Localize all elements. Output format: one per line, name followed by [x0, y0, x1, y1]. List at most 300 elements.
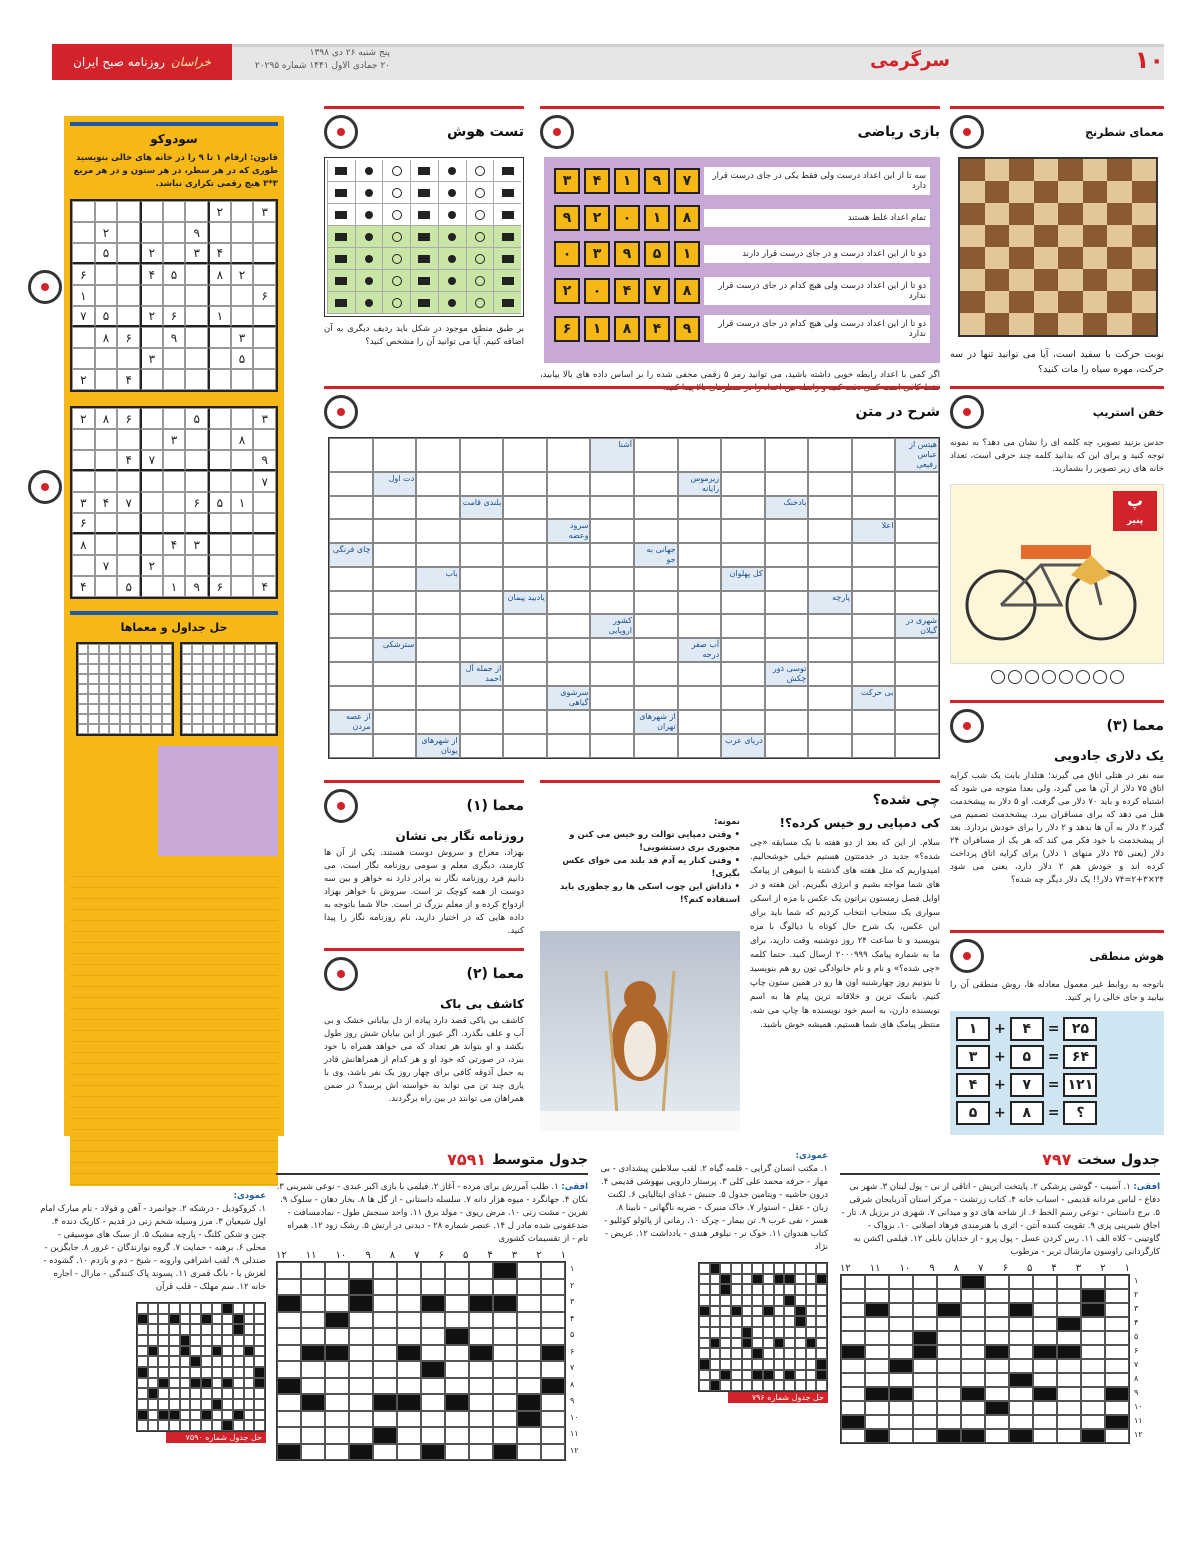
crossword-cell[interactable]: [731, 1295, 742, 1306]
crossword-cell[interactable]: [233, 1356, 244, 1367]
crossword-cell[interactable]: [816, 1348, 827, 1359]
crossword-cell[interactable]: [541, 1444, 565, 1461]
answer-cell[interactable]: [808, 496, 852, 519]
crossword-cell[interactable]: [137, 1378, 148, 1389]
crossword-cell[interactable]: [1105, 1289, 1129, 1303]
crossword-cell[interactable]: [1033, 1415, 1057, 1429]
crossword-cell[interactable]: [699, 1295, 710, 1306]
crossword-cell[interactable]: [1081, 1331, 1105, 1345]
crossword-cell[interactable]: [397, 1279, 421, 1296]
crossword-cell[interactable]: [816, 1306, 827, 1317]
answer-box[interactable]: [1042, 670, 1056, 684]
crossword-cell[interactable]: [699, 1380, 710, 1391]
crossword-cell[interactable]: [763, 1263, 774, 1274]
crossword-cell[interactable]: [469, 1444, 493, 1461]
sudoku-empty[interactable]: [117, 555, 140, 576]
answer-box[interactable]: [1093, 670, 1107, 684]
sudoku-empty[interactable]: [253, 306, 276, 327]
crossword-cell[interactable]: [190, 1335, 201, 1346]
answer-cell[interactable]: [590, 662, 634, 686]
sudoku-empty[interactable]: [185, 327, 208, 348]
crossword-cell[interactable]: [841, 1275, 865, 1289]
crossword-cell[interactable]: [784, 1359, 795, 1370]
sudoku-empty[interactable]: [253, 264, 276, 285]
answer-cell[interactable]: [547, 472, 591, 496]
crossword-cell[interactable]: [158, 1356, 169, 1367]
crossword-cell[interactable]: [985, 1415, 1009, 1429]
crossword-cell[interactable]: [212, 1420, 223, 1431]
answer-cell[interactable]: [852, 710, 896, 734]
crossword-cell[interactable]: [774, 1306, 785, 1317]
crossword-cell[interactable]: [201, 1356, 212, 1367]
answer-cell[interactable]: [678, 591, 722, 614]
sudoku-empty[interactable]: [208, 534, 231, 555]
crossword-cell[interactable]: [889, 1303, 913, 1317]
crossword-cell[interactable]: [148, 1399, 159, 1410]
answer-cell[interactable]: [590, 686, 634, 710]
sudoku-empty[interactable]: [208, 408, 231, 429]
crossword-cell[interactable]: [763, 1348, 774, 1359]
sudoku-empty[interactable]: [185, 306, 208, 327]
crossword-cell[interactable]: [445, 1411, 469, 1428]
crossword-cell[interactable]: [169, 1378, 180, 1389]
answer-cell[interactable]: [808, 662, 852, 686]
answer-cell[interactable]: [721, 614, 765, 638]
crossword-cell[interactable]: [349, 1328, 373, 1345]
crossword-cell[interactable]: [397, 1295, 421, 1312]
sudoku-empty[interactable]: [95, 201, 118, 222]
crossword-cell[interactable]: [212, 1356, 223, 1367]
answer-cell[interactable]: [373, 567, 417, 590]
sudoku-empty[interactable]: [72, 450, 95, 471]
crossword-cell[interactable]: [244, 1367, 255, 1378]
answer-cell[interactable]: [547, 591, 591, 614]
answer-cell[interactable]: [329, 472, 373, 496]
sudoku-empty[interactable]: [185, 513, 208, 534]
crossword-cell[interactable]: [1081, 1415, 1105, 1429]
answer-cell[interactable]: [808, 543, 852, 567]
sudoku-empty[interactable]: [72, 201, 95, 222]
answer-cell[interactable]: [765, 543, 809, 567]
crossword-cell[interactable]: [913, 1303, 937, 1317]
answer-cell[interactable]: [852, 638, 896, 662]
answer-cell[interactable]: [503, 543, 547, 567]
sudoku-empty[interactable]: [140, 513, 163, 534]
crossword-cell[interactable]: [180, 1356, 191, 1367]
crossword-cell[interactable]: [469, 1411, 493, 1428]
crossword-cell[interactable]: [841, 1373, 865, 1387]
answer-cell[interactable]: [460, 543, 504, 567]
answer-cell[interactable]: [547, 638, 591, 662]
sudoku-empty[interactable]: [231, 576, 254, 597]
answer-cell[interactable]: [590, 472, 634, 496]
crossword-cell[interactable]: [233, 1346, 244, 1357]
crossword-cell[interactable]: [301, 1444, 325, 1461]
crossword-cell[interactable]: [222, 1356, 233, 1367]
crossword-cell[interactable]: [469, 1361, 493, 1378]
crossword-cell[interactable]: [752, 1359, 763, 1370]
crossword-cell[interactable]: [985, 1387, 1009, 1401]
crossword-cell[interactable]: [493, 1312, 517, 1329]
crossword-cell[interactable]: [742, 1295, 753, 1306]
crossword-cell[interactable]: [1009, 1289, 1033, 1303]
crossword-cell[interactable]: [1057, 1373, 1081, 1387]
answer-cell[interactable]: [547, 496, 591, 519]
answer-cell[interactable]: [721, 591, 765, 614]
crossword-cell[interactable]: [720, 1359, 731, 1370]
crossword-cell[interactable]: [180, 1420, 191, 1431]
crossword-cell[interactable]: [1033, 1401, 1057, 1415]
crossword-cell[interactable]: [469, 1279, 493, 1296]
answer-cell[interactable]: [895, 710, 939, 734]
crossword-cell[interactable]: [752, 1306, 763, 1317]
sudoku-empty[interactable]: [253, 243, 276, 264]
answer-cell[interactable]: [678, 543, 722, 567]
crossword-cell[interactable]: [493, 1427, 517, 1444]
crossword-cell[interactable]: [1009, 1415, 1033, 1429]
crossword-cell[interactable]: [1105, 1331, 1129, 1345]
crossword-cell[interactable]: [169, 1335, 180, 1346]
crossword-cell[interactable]: [937, 1275, 961, 1289]
crossword-cell[interactable]: [841, 1387, 865, 1401]
crossword-cell[interactable]: [277, 1279, 301, 1296]
crossword-cell[interactable]: [774, 1380, 785, 1391]
answer-cell[interactable]: [503, 662, 547, 686]
answer-cell[interactable]: [373, 734, 417, 758]
crossword-cell[interactable]: [201, 1303, 212, 1314]
crossword-cell[interactable]: [841, 1317, 865, 1331]
crossword-cell[interactable]: [731, 1359, 742, 1370]
crossword-cell[interactable]: [244, 1356, 255, 1367]
crossword-cell[interactable]: [254, 1303, 265, 1314]
crossword-cell[interactable]: [148, 1303, 159, 1314]
crossword-cell[interactable]: [1009, 1275, 1033, 1289]
crossword-cell[interactable]: [961, 1415, 985, 1429]
crossword-cell[interactable]: [961, 1331, 985, 1345]
crossword-cell[interactable]: [148, 1324, 159, 1335]
crossword-cell[interactable]: [445, 1312, 469, 1329]
crossword-cell[interactable]: [752, 1380, 763, 1391]
answer-cell[interactable]: [373, 591, 417, 614]
sudoku-empty[interactable]: [72, 348, 95, 369]
crossword-cell[interactable]: [190, 1314, 201, 1325]
answer-cell[interactable]: [634, 438, 678, 472]
crossword-cell[interactable]: [325, 1262, 349, 1279]
crossword-cell[interactable]: [421, 1411, 445, 1428]
crossword-cell[interactable]: [517, 1328, 541, 1345]
sudoku-empty[interactable]: [72, 222, 95, 243]
answer-cell[interactable]: [373, 438, 417, 472]
crossword-cell[interactable]: [774, 1370, 785, 1381]
crossword-cell[interactable]: [841, 1401, 865, 1415]
crossword-cell[interactable]: [816, 1316, 827, 1327]
crossword-cell[interactable]: [373, 1328, 397, 1345]
sudoku-empty[interactable]: [231, 471, 254, 492]
crossword-cell[interactable]: [1105, 1429, 1129, 1443]
answer-cell[interactable]: [808, 686, 852, 710]
answer-cell[interactable]: [634, 686, 678, 710]
sudoku-empty[interactable]: [140, 492, 163, 513]
crossword-cell[interactable]: [201, 1399, 212, 1410]
answer-cell[interactable]: [547, 438, 591, 472]
crossword-cell[interactable]: [445, 1295, 469, 1312]
crossword-cell[interactable]: [1105, 1359, 1129, 1373]
answer-cell[interactable]: [808, 567, 852, 590]
crossword-cell[interactable]: [865, 1401, 889, 1415]
crossword-cell[interactable]: [752, 1263, 763, 1274]
crossword-cell[interactable]: [699, 1327, 710, 1338]
crossword-cell[interactable]: [763, 1359, 774, 1370]
crossword-cell[interactable]: [865, 1415, 889, 1429]
crossword-cell[interactable]: [1105, 1373, 1129, 1387]
answer-cell[interactable]: [503, 567, 547, 590]
sudoku-empty[interactable]: [253, 429, 276, 450]
sudoku-empty[interactable]: [117, 222, 140, 243]
answer-box[interactable]: [1008, 670, 1022, 684]
answer-cell[interactable]: [895, 686, 939, 710]
crossword-cell[interactable]: [517, 1444, 541, 1461]
answer-cell[interactable]: [634, 591, 678, 614]
crossword-cell[interactable]: [158, 1399, 169, 1410]
answer-cell[interactable]: [503, 519, 547, 543]
crossword-cell[interactable]: [1009, 1331, 1033, 1345]
crossword-cell[interactable]: [301, 1361, 325, 1378]
sudoku-empty[interactable]: [163, 243, 186, 264]
crossword-cell[interactable]: [190, 1346, 201, 1357]
sudoku-empty[interactable]: [208, 429, 231, 450]
crossword-cell[interactable]: [763, 1380, 774, 1391]
crossword-cell[interactable]: [212, 1378, 223, 1389]
crossword-cell[interactable]: [806, 1274, 817, 1285]
answer-cell[interactable]: [765, 734, 809, 758]
sudoku-empty[interactable]: [95, 264, 118, 285]
crossword-cell[interactable]: [517, 1361, 541, 1378]
crossword-cell[interactable]: [212, 1335, 223, 1346]
crossword-cell[interactable]: [244, 1303, 255, 1314]
answer-cell[interactable]: [590, 734, 634, 758]
crossword-cell[interactable]: [1057, 1359, 1081, 1373]
crossword-cell[interactable]: [763, 1316, 774, 1327]
crossword-cell[interactable]: [961, 1401, 985, 1415]
crossword-cell[interactable]: [731, 1338, 742, 1349]
sudoku-empty[interactable]: [208, 513, 231, 534]
answer-cell[interactable]: [503, 734, 547, 758]
sudoku-empty[interactable]: [231, 408, 254, 429]
crossword-cell[interactable]: [937, 1317, 961, 1331]
crossword-cell[interactable]: [169, 1367, 180, 1378]
answer-cell[interactable]: [678, 710, 722, 734]
crossword-cell[interactable]: [752, 1316, 763, 1327]
crossword-cell[interactable]: [731, 1327, 742, 1338]
crossword-cell[interactable]: [806, 1263, 817, 1274]
crossword-cell[interactable]: [795, 1338, 806, 1349]
crossword-cell[interactable]: [841, 1429, 865, 1443]
crossword-cell[interactable]: [397, 1378, 421, 1395]
crossword-cell[interactable]: [517, 1279, 541, 1296]
sudoku-empty[interactable]: [95, 429, 118, 450]
crossword-cell[interactable]: [493, 1279, 517, 1296]
sudoku-empty[interactable]: [117, 264, 140, 285]
crossword-cell[interactable]: [180, 1324, 191, 1335]
crossword-cell[interactable]: [742, 1263, 753, 1274]
crossword-cell[interactable]: [148, 1410, 159, 1421]
crossword-cell[interactable]: [301, 1312, 325, 1329]
crossword-cell[interactable]: [445, 1378, 469, 1395]
answer-cell[interactable]: [808, 710, 852, 734]
crossword-cell[interactable]: [212, 1388, 223, 1399]
answer-cell[interactable]: [460, 472, 504, 496]
sudoku-empty[interactable]: [72, 327, 95, 348]
crossword-cell[interactable]: [493, 1378, 517, 1395]
crossword-cell[interactable]: [190, 1388, 201, 1399]
crossword-cell[interactable]: [720, 1348, 731, 1359]
crossword-cell[interactable]: [985, 1331, 1009, 1345]
sudoku-empty[interactable]: [231, 306, 254, 327]
crossword-cell[interactable]: [137, 1335, 148, 1346]
crossword-cell[interactable]: [699, 1316, 710, 1327]
crossword-cell[interactable]: [865, 1289, 889, 1303]
crossword-cell[interactable]: [158, 1314, 169, 1325]
answer-cell[interactable]: [590, 567, 634, 590]
answer-cell[interactable]: [721, 638, 765, 662]
crossword-cell[interactable]: [493, 1394, 517, 1411]
crossword-cell[interactable]: [752, 1327, 763, 1338]
crossword-cell[interactable]: [541, 1295, 565, 1312]
answer-cell[interactable]: [852, 567, 896, 590]
sudoku-empty[interactable]: [185, 348, 208, 369]
answer-cell[interactable]: [460, 438, 504, 472]
crossword-cell[interactable]: [1033, 1359, 1057, 1373]
crossword-cell[interactable]: [913, 1359, 937, 1373]
crossword-cell[interactable]: [710, 1306, 721, 1317]
crossword-cell[interactable]: [1033, 1429, 1057, 1443]
crossword-cell[interactable]: [301, 1279, 325, 1296]
crossword-cell[interactable]: [349, 1262, 373, 1279]
crossword-cell[interactable]: [1009, 1317, 1033, 1331]
crossword-cell[interactable]: [1033, 1303, 1057, 1317]
sudoku-empty[interactable]: [185, 471, 208, 492]
crossword-cell[interactable]: [720, 1306, 731, 1317]
crossword-cell[interactable]: [244, 1378, 255, 1389]
crossword-cell[interactable]: [325, 1378, 349, 1395]
crossword-cell[interactable]: [244, 1314, 255, 1325]
answer-cell[interactable]: [503, 638, 547, 662]
answer-cell[interactable]: [373, 710, 417, 734]
crossword-cell[interactable]: [148, 1356, 159, 1367]
answer-cell[interactable]: [721, 543, 765, 567]
crossword-cell[interactable]: [325, 1328, 349, 1345]
crossword-cell[interactable]: [222, 1346, 233, 1357]
crossword-cell[interactable]: [937, 1345, 961, 1359]
crossword-cell[interactable]: [137, 1356, 148, 1367]
crossword-cell[interactable]: [1009, 1345, 1033, 1359]
crossword-cell[interactable]: [541, 1361, 565, 1378]
crossword-cell[interactable]: [421, 1427, 445, 1444]
crossword-cell[interactable]: [731, 1274, 742, 1285]
answer-cell[interactable]: [460, 638, 504, 662]
crossword-cell[interactable]: [752, 1284, 763, 1295]
crossword-cell[interactable]: [985, 1289, 1009, 1303]
crossword-cell[interactable]: [169, 1346, 180, 1357]
sudoku-empty[interactable]: [117, 429, 140, 450]
crossword-cell[interactable]: [961, 1373, 985, 1387]
answer-cell[interactable]: [808, 614, 852, 638]
crossword-cell[interactable]: [244, 1399, 255, 1410]
answer-cell[interactable]: [590, 496, 634, 519]
crossword-cell[interactable]: [277, 1345, 301, 1362]
crossword-cell[interactable]: [541, 1411, 565, 1428]
crossword-cell[interactable]: [493, 1345, 517, 1362]
crossword-cell[interactable]: [841, 1359, 865, 1373]
crossword-cell[interactable]: [774, 1327, 785, 1338]
answer-cell[interactable]: [329, 519, 373, 543]
answer-cell[interactable]: [721, 519, 765, 543]
crossword-cell[interactable]: [254, 1356, 265, 1367]
crossword-cell[interactable]: [1081, 1401, 1105, 1415]
answer-cell[interactable]: [678, 662, 722, 686]
crossword-cell[interactable]: [137, 1388, 148, 1399]
crossword-cell[interactable]: [277, 1411, 301, 1428]
crossword-cell[interactable]: [985, 1317, 1009, 1331]
crossword-cell[interactable]: [325, 1444, 349, 1461]
sudoku-empty[interactable]: [231, 450, 254, 471]
crossword-cell[interactable]: [1057, 1415, 1081, 1429]
crossword-cell[interactable]: [325, 1361, 349, 1378]
crossword-cell[interactable]: [233, 1367, 244, 1378]
crossword-cell[interactable]: [301, 1295, 325, 1312]
crossword-cell[interactable]: [180, 1367, 191, 1378]
sudoku-empty[interactable]: [253, 492, 276, 513]
sudoku-empty[interactable]: [163, 285, 186, 306]
crossword-cell[interactable]: [1033, 1331, 1057, 1345]
sudoku-empty[interactable]: [163, 471, 186, 492]
crossword-cell[interactable]: [201, 1335, 212, 1346]
crossword-cell[interactable]: [795, 1327, 806, 1338]
crossword-cell[interactable]: [541, 1328, 565, 1345]
crossword-cell[interactable]: [742, 1274, 753, 1285]
crossword-cell[interactable]: [816, 1338, 827, 1349]
crossword-cell[interactable]: [373, 1411, 397, 1428]
crossword-cell[interactable]: [222, 1335, 233, 1346]
sudoku-empty[interactable]: [253, 348, 276, 369]
crossword-cell[interactable]: [937, 1289, 961, 1303]
crossword-cell[interactable]: [913, 1289, 937, 1303]
crossword-cell[interactable]: [212, 1410, 223, 1421]
crossword-cell[interactable]: [517, 1427, 541, 1444]
crossword-cell[interactable]: [349, 1361, 373, 1378]
crossword-cell[interactable]: [445, 1361, 469, 1378]
crossword-cell[interactable]: [277, 1262, 301, 1279]
sudoku-empty[interactable]: [231, 201, 254, 222]
sudoku-empty[interactable]: [208, 555, 231, 576]
answer-cell[interactable]: [503, 614, 547, 638]
crossword-cell[interactable]: [421, 1279, 445, 1296]
crossword-cell[interactable]: [841, 1289, 865, 1303]
crossword-cell[interactable]: [301, 1411, 325, 1428]
answer-cell[interactable]: [678, 614, 722, 638]
crossword-cell[interactable]: [961, 1317, 985, 1331]
crossword-cell[interactable]: [201, 1388, 212, 1399]
crossword-cell[interactable]: [806, 1370, 817, 1381]
crossword-cell[interactable]: [349, 1378, 373, 1395]
crossword-cell[interactable]: [421, 1262, 445, 1279]
answer-cell[interactable]: [678, 567, 722, 590]
crossword-cell[interactable]: [373, 1279, 397, 1296]
crossword-cell[interactable]: [397, 1361, 421, 1378]
sudoku-empty[interactable]: [163, 348, 186, 369]
crossword-cell[interactable]: [493, 1361, 517, 1378]
crossword-cell[interactable]: [244, 1335, 255, 1346]
